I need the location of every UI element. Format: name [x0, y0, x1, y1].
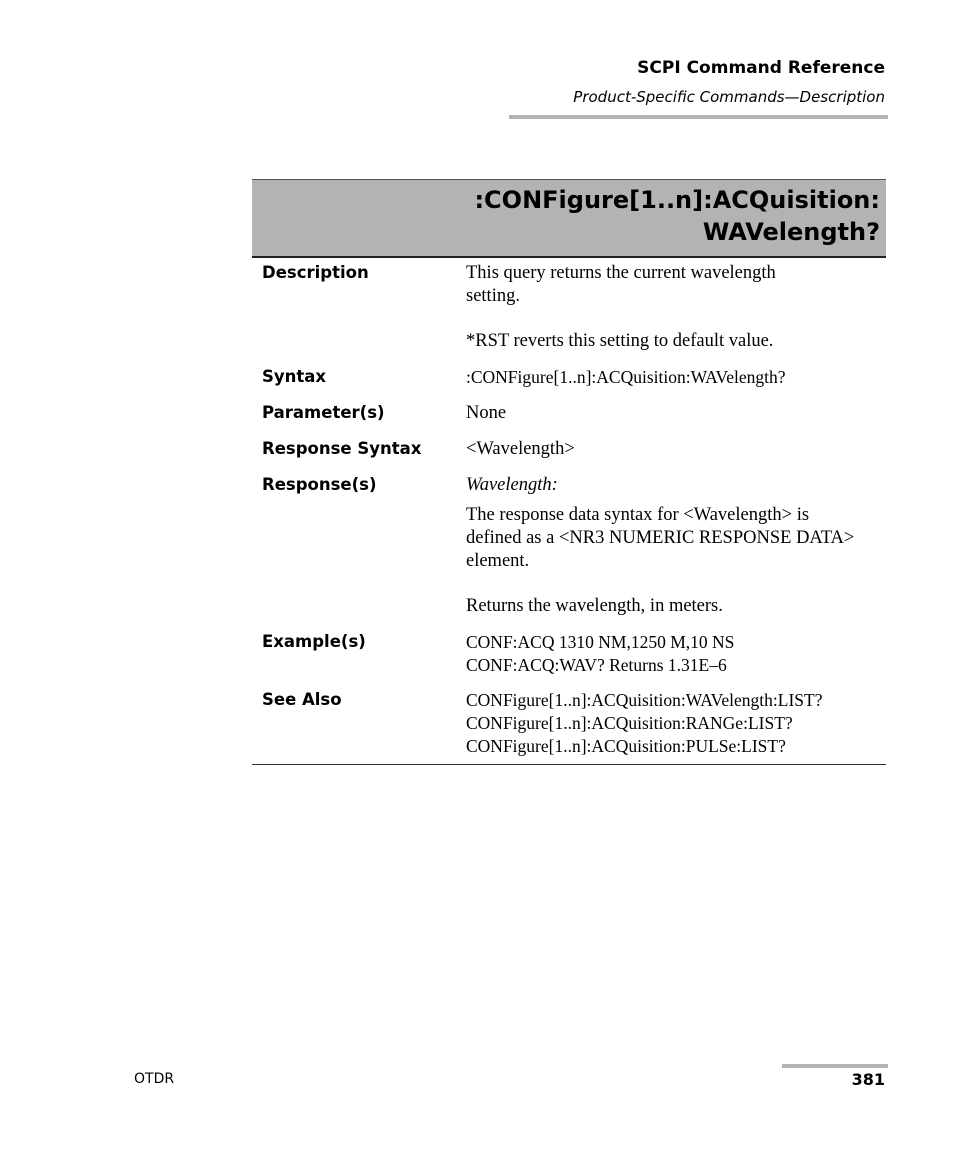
description-line-1: This query returns the current wavelength: [466, 263, 776, 283]
see-also-label: See Also: [262, 690, 342, 709]
syntax-value: :CONFigure[1..n]:ACQuisition:WAVelength?: [466, 367, 786, 387]
page-number: 381: [851, 1070, 885, 1089]
parameters-value: None: [466, 403, 507, 423]
response-parameter-name: Wavelength:: [466, 475, 558, 495]
responses-label: Response(s): [262, 475, 377, 494]
running-header-title: SCPI Command Reference: [637, 58, 885, 78]
command-title-line-2: WAVelength?: [702, 218, 880, 246]
description-label: Description: [262, 263, 369, 282]
running-header-subtitle: Product-Specific Commands—Description: [573, 88, 885, 106]
description-line-2: setting.: [466, 286, 520, 306]
examples-text: [466, 631, 876, 677]
command-title-bar: [252, 179, 886, 258]
see-also-link-3[interactable]: CONFigure[1..n]:ACQuisition:PULSe:LIST?: [466, 736, 786, 756]
see-also-link-1[interactable]: CONFigure[1..n]:ACQuisition:WAVelength:LIST?: [466, 690, 823, 710]
example-line-2: CONF:ACQ:WAV? Returns 1.31E–6: [466, 655, 727, 675]
example-line-1: CONF:ACQ 1310 NM,1250 M,10 NS: [466, 632, 735, 652]
description-rst-note: *RST reverts this setting to default value.: [466, 331, 774, 351]
footer-divider: [782, 1064, 888, 1068]
responses-line-3: element.: [466, 551, 530, 571]
responses-line-4: Returns the wavelength, in meters.: [466, 596, 723, 616]
see-also-text: [466, 689, 876, 758]
footer-product: OTDR: [134, 1071, 175, 1087]
responses-line-1: The response data syntax for <Wavelength> is: [466, 505, 810, 525]
description-text: [466, 262, 876, 353]
header-divider: [509, 115, 888, 119]
responses-text: [466, 474, 876, 618]
table-bottom-rule: [252, 764, 886, 765]
parameters-label: Parameter(s): [262, 403, 385, 422]
command-title-line-1: :CONFigure[1..n]:ACQuisition:: [474, 186, 880, 214]
response-syntax-label: Response Syntax: [262, 439, 422, 458]
syntax-label: Syntax: [262, 367, 327, 386]
examples-label: Example(s): [262, 632, 366, 651]
responses-line-2: defined as a <NR3 NUMERIC RESPONSE DATA>: [466, 528, 855, 548]
command-title: [474, 184, 880, 248]
see-also-link-2[interactable]: CONFigure[1..n]:ACQuisition:RANGe:LIST?: [466, 713, 793, 733]
response-syntax-value: <Wavelength>: [466, 439, 575, 459]
